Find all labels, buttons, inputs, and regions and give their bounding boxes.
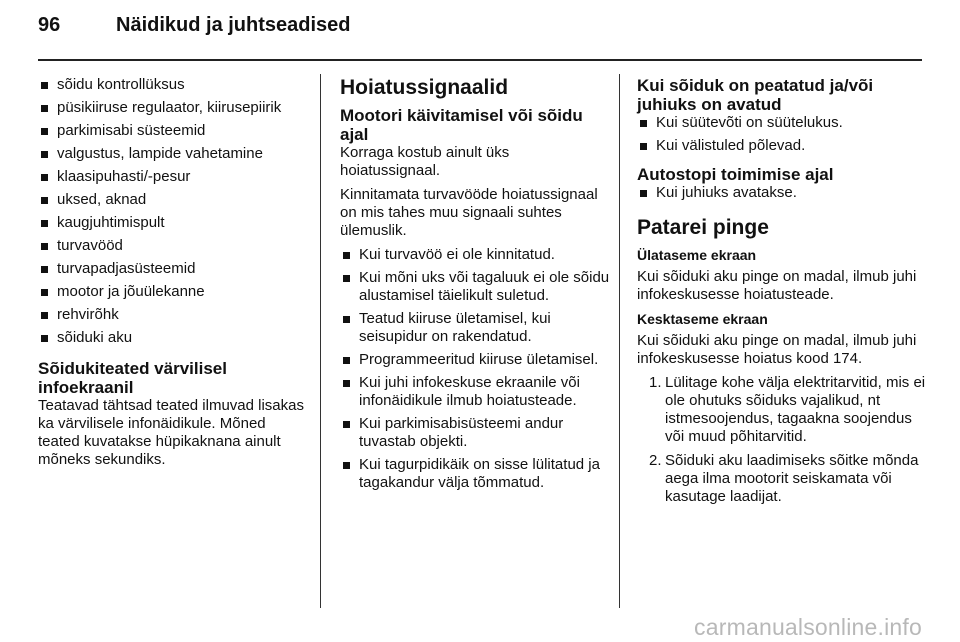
page-number: 96 bbox=[38, 14, 61, 36]
list-item: püsikiiruse regulaator, kiirusepiirik bbox=[38, 99, 308, 117]
page-header bbox=[38, 14, 351, 50]
column-divider-right bbox=[619, 74, 620, 608]
list-item: Kui juhi infokeskuse ekraanile või infonäidikule ilmub hoiatusteade. bbox=[340, 374, 610, 410]
list-item: Teatud kiiruse ületamisel, kui seisupidur on rakendatud. bbox=[340, 310, 610, 346]
column-right bbox=[637, 76, 927, 512]
list-item: rehvirõhk bbox=[38, 306, 308, 324]
warning-bullet-list bbox=[340, 246, 610, 492]
watermark: carmanualsonline.info bbox=[694, 614, 922, 640]
page-title: Näidikud ja juhtseadised bbox=[116, 14, 351, 36]
list-item: sõiduki aku bbox=[38, 329, 308, 347]
list-item: sõidu kontrollüksus bbox=[38, 76, 308, 94]
section-subheading: Mootori käivitamisel või sõidu ajal bbox=[340, 106, 583, 144]
bullet-list bbox=[637, 114, 927, 155]
list-item: uksed, aknad bbox=[38, 191, 308, 209]
list-item: Kui tagurpidikäik on sisse lülitatud ja tagakandur välja tõmmatud. bbox=[340, 456, 610, 492]
feature-bullet-list bbox=[38, 76, 308, 347]
list-item: Kui parkimisabisüsteemi andur tuvastab objekti. bbox=[340, 415, 610, 451]
section-heading: Autostopi toimimise ajal bbox=[637, 165, 834, 184]
subsection-heading: Kesktaseme ekraan bbox=[637, 311, 768, 327]
steps-list bbox=[649, 374, 927, 506]
bullet-list bbox=[637, 184, 927, 202]
list-item: parkimisabi süsteemid bbox=[38, 122, 308, 140]
section-paragraph: Teatavad tähtsad teated ilmuvad lisakas ka värvilisele infonäidikule. Mõned teated kuvatakse hüpikaknana ainult mõneks sekundiks. bbox=[38, 397, 304, 468]
step-number: 2. bbox=[649, 452, 662, 469]
column-left bbox=[38, 76, 308, 475]
header-rule bbox=[38, 59, 922, 61]
list-item: Kui välistuled põlevad. bbox=[637, 137, 927, 155]
section-heading: Kui sõiduk on peatatud ja/või juhiuks on avatud bbox=[637, 76, 874, 114]
list-item: turvavööd bbox=[38, 237, 308, 255]
list-item: Programmeeritud kiiruse ületamisel. bbox=[340, 351, 610, 369]
paragraph: Kui sõiduki aku pinge on madal, ilmub juhi infokeskusesse hoiatus kood 174. bbox=[637, 332, 917, 367]
section-title: Hoiatussignaalid bbox=[340, 76, 509, 99]
list-item bbox=[649, 374, 927, 446]
step-text: Sõiduki aku laadimiseks sõitke mõnda aega ilma mootorit seiskamata või kasutage laadijat. bbox=[665, 452, 919, 505]
paragraph: Korraga kostub ainult üks hoiatussignaal. bbox=[340, 144, 510, 179]
list-item: klaasipuhasti/-pesur bbox=[38, 168, 308, 186]
subsection-heading: Ülataseme ekraan bbox=[637, 247, 757, 263]
step-number: 1. bbox=[649, 374, 662, 391]
list-item: Kui süütevõti on süütelukus. bbox=[637, 114, 927, 132]
list-item: Kui turvavöö ei ole kinnitatud. bbox=[340, 246, 610, 264]
column-divider-left bbox=[320, 74, 321, 608]
list-item bbox=[649, 452, 927, 506]
section-heading: Sõidukiteated värvilisel infoekraanil bbox=[38, 359, 227, 397]
step-text: Lülitage kohe välja elektritarvitid, mis ei ole ohutuks sõiduks vajalikud, nt istmesoojendus, tagaakna soojendus või muud põhitarvitid. bbox=[665, 374, 926, 445]
list-item: Kui mõni uks või tagaluuk ei ole sõidu alustamisel täielikult suletud. bbox=[340, 269, 610, 305]
paragraph: Kui sõiduki aku pinge on madal, ilmub juhi infokeskusesse hoiatusteade. bbox=[637, 268, 917, 303]
list-item: Kui juhiuks avatakse. bbox=[637, 184, 927, 202]
list-item: kaugjuhtimispult bbox=[38, 214, 308, 232]
paragraph: Kinnitamata turvavööde hoiatussignaal on mis tahes muu signaali suhtes ülemuslik. bbox=[340, 186, 598, 239]
section-title: Patarei pinge bbox=[637, 216, 769, 239]
list-item: turvapadjasüsteemid bbox=[38, 260, 308, 278]
column-middle bbox=[340, 76, 610, 497]
list-item: valgustus, lampide vahetamine bbox=[38, 145, 308, 163]
list-item: mootor ja jõuülekanne bbox=[38, 283, 308, 301]
